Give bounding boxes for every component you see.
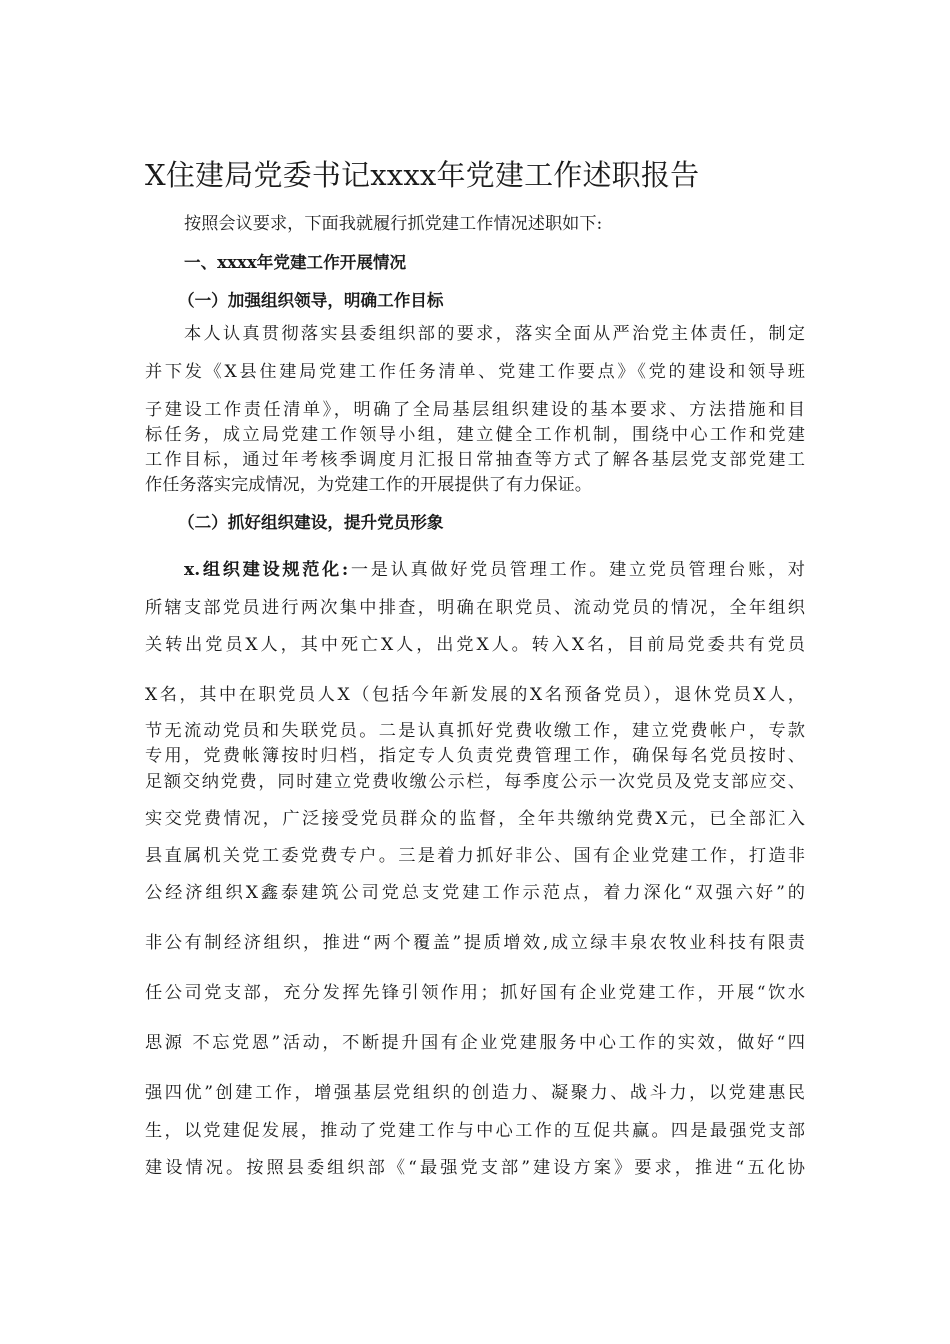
paragraph-1-line: 标任务，成立局党建工作领导小组，建立健全工作机制，围绕中心工作和党建	[145, 425, 805, 445]
paragraph-1-line: 作任务落实完成情况，为党建工作的开展提供了有力保证。	[145, 475, 592, 495]
section-heading-1: 一、xxxx年党建工作开展情况	[184, 252, 407, 272]
paragraph-2-line: 节无流动党员和失联党员。二是认真抓好党费收缴工作，建立党费帐户，专款	[145, 721, 805, 741]
paragraph-2-first-line	[184, 557, 805, 583]
document-title: X住建局党委书记xxxx年党建工作述职报告	[145, 158, 700, 192]
paragraph-2-lead: x.组织建设规范化:	[184, 560, 349, 580]
paragraph-2-line: 实交党费情况，广泛接受党员群众的监督，全年共缴纳党费X元，已全部汇入	[145, 809, 805, 829]
paragraph-2-line: 所辖支部党员进行两次集中排查，明确在职党员、流动党员的情况，全年组织	[145, 598, 805, 618]
paragraph-2-line: 专用，党费帐簿按时归档，指定专人负责党费管理工作，确保每名党员按时、	[145, 746, 805, 766]
paragraph-2-line: 任公司党支部，充分发挥先锋引领作用；抓好国有企业党建工作，开展“饮水	[145, 983, 805, 1003]
paragraph-2-line: 公经济组织X鑫泰建筑公司党总支党建工作示范点，着力深化“双强六好”的	[145, 883, 805, 903]
subsection-heading-2: （二）抓好组织建设，提升党员形象	[178, 512, 444, 532]
paragraph-2-line: 非公有制经济组织，推进“两个覆盖”提质增效,成立绿丰泉农牧业科技有限责	[145, 933, 805, 953]
paragraph-2-line: 生，以党建促发展，推动了党建工作与中心工作的互促共赢。四是最强党支部	[145, 1121, 805, 1141]
paragraph-2-line: X名，其中在职党员人X（包括今年新发展的X名预备党员），退休党员X人，	[145, 685, 805, 705]
paragraph-2-line: 足额交纳党费，同时建立党费收缴公示栏，每季度公示一次党员及党支部应交、	[145, 772, 805, 792]
paragraph-2-line: 强四优”创建工作，增强基层党组织的创造力、凝聚力、战斗力，以党建惠民	[145, 1083, 805, 1103]
paragraph-1-line: 子建设工作责任清单》，明确了全局基层组织建设的基本要求、方法措施和目	[145, 400, 805, 420]
paragraph-2-line: 县直属机关党工委党费专户。三是着力抓好非公、国有企业党建工作，打造非	[145, 846, 805, 866]
paragraph-1-line: 工作目标，通过年考核季调度月汇报日常抽查等方式了解各基层党支部党建工	[145, 450, 805, 470]
paragraph-2-first-text: 一是认真做好党员管理工作。建立党员管理台账，对	[348, 560, 805, 580]
paragraph-1-line: 并下发《X县住建局党建工作任务清单、党建工作要点》《党的建设和领导班	[145, 362, 805, 382]
paragraph-2-line: 思源 不忘党恩”活动，不断提升国有企业党建服务中心工作的实效，做好“四	[145, 1033, 805, 1053]
subsection-heading-1: （一）加强组织领导，明确工作目标	[178, 290, 444, 310]
paragraph-2-line: 关转出党员X人，其中死亡X人，出党X人。转入X名，目前局党委共有党员	[145, 635, 805, 655]
paragraph-1-line: 本人认真贯彻落实县委组织部的要求，落实全面从严治党主体责任，制定	[184, 324, 805, 344]
paragraph-2-line: 建设情况。按照县委组织部《“最强党支部”建设方案》要求，推进“五化协	[145, 1158, 805, 1178]
intro-paragraph: 按照会议要求，下面我就履行抓党建工作情况述职如下:	[184, 214, 603, 234]
